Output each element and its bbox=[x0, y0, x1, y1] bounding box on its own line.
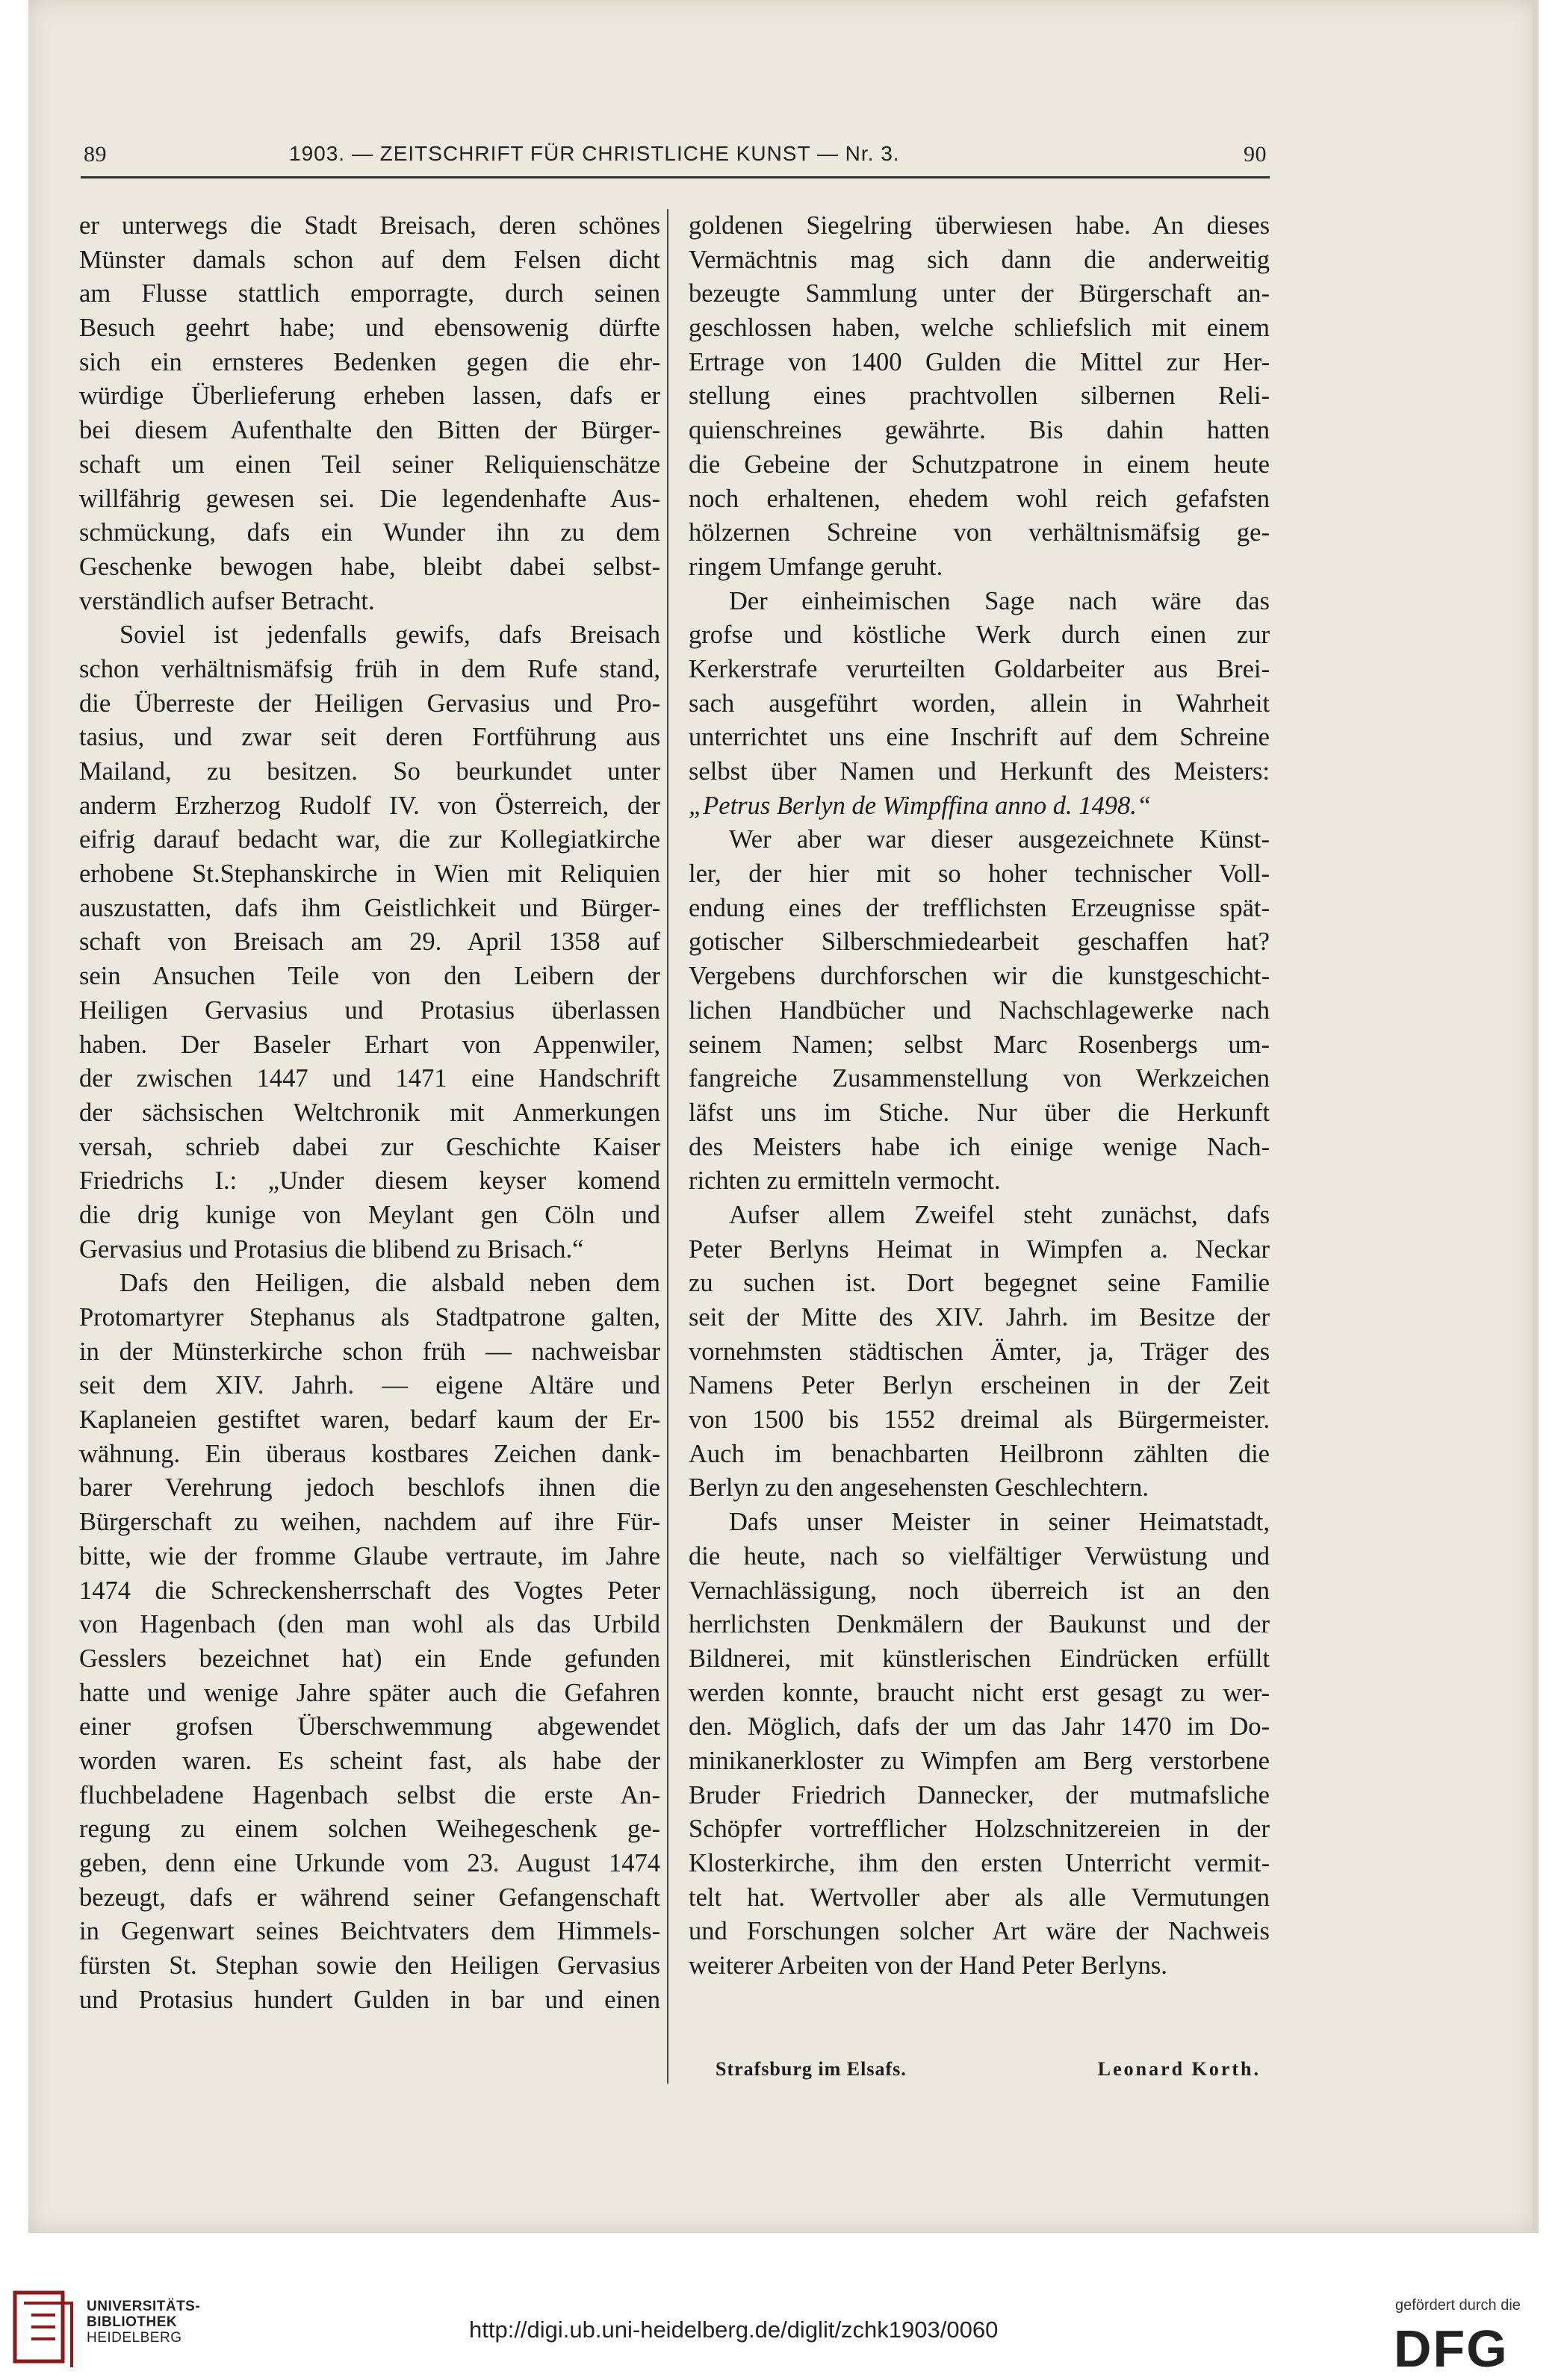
text-line: hatte und wenige Jahre später auch die Gefahren bbox=[79, 1678, 660, 1707]
text-line: anderm Erzherzog Rudolf IV. von Österreich, der bbox=[79, 791, 660, 820]
article-signature bbox=[716, 2058, 1261, 2088]
text-line: endung eines der trefflichsten Erzeugnisse spät- bbox=[689, 893, 1270, 922]
text-line: Protomartyrer Stephanus als Stadtpatrone galten, bbox=[79, 1303, 660, 1332]
text-line: Bruder Friedrich Dannecker, der mutmafsliche bbox=[689, 1780, 1270, 1809]
text-line: einer grofsen Überschwemmung abgewendet bbox=[79, 1712, 660, 1741]
text-line: der sächsischen Weltchronik mit Anmerkungen bbox=[79, 1098, 660, 1127]
text-line: willfährig gewesen sei. Die legendenhafte Aus- bbox=[79, 484, 660, 513]
text-line: versah, schrieb dabei zur Geschichte Kaiser bbox=[79, 1132, 660, 1161]
text-line: bei diesem Aufenthalte den Bitten der Bürger- bbox=[79, 416, 660, 445]
text-line: lichen Handbücher und Nachschlagewerke nach bbox=[689, 995, 1270, 1025]
text-line: werden konnte, braucht nicht erst gesagt zu wer- bbox=[689, 1678, 1270, 1707]
text-line: von 1500 bis 1552 dreimal als Bürgermeister. bbox=[689, 1405, 1270, 1435]
page-number-left: 89 bbox=[84, 142, 107, 167]
text-line: fangreiche Zusammenstellung von Werkzeichen bbox=[689, 1064, 1270, 1093]
text-line: tasius, und zwar seit deren Fortführung aus bbox=[79, 723, 660, 752]
text-line: die heute, nach so vielfältiger Verwüstung und bbox=[689, 1541, 1270, 1570]
text-line: „Petrus Berlyn de Wimpffina anno d. 1498.“ bbox=[689, 791, 1152, 820]
text-line: Heiligen Gervasius und Protasius überlassen bbox=[79, 995, 660, 1025]
left-column bbox=[79, 209, 660, 2017]
text-line: des Meisters habe ich einige wenige Nach- bbox=[689, 1132, 1270, 1161]
text-line: bitte, wie der fromme Glaube vertraute, im Jahre bbox=[79, 1541, 660, 1570]
text-line: in der Münsterkirche schon früh — nachweisbar bbox=[79, 1337, 660, 1366]
text-line: den. Möglich, dafs der um das Jahr 1470 im Do- bbox=[689, 1712, 1270, 1741]
text-line: Gesslers bezeichnet hat) ein Ende gefunden bbox=[79, 1644, 660, 1673]
text-line: schon verhältnismäfsig früh in dem Rufe stand, bbox=[79, 654, 660, 683]
signature-place: Strafsburg im Elsafs. bbox=[716, 2058, 907, 2080]
text-line: Peter Berlyns Heimat in Wimpfen a. Neckar bbox=[689, 1234, 1270, 1264]
text-line: bezeugt, dafs er während seiner Gefangenschaft bbox=[79, 1883, 660, 1912]
text-line: regung zu einem solchen Weihegeschenk ge- bbox=[79, 1815, 660, 1844]
text-line: in Gegenwart seines Beichtvaters dem Himmels- bbox=[79, 1917, 660, 1946]
text-line: hölzernen Schreine von verhältnismäfsig ge- bbox=[689, 518, 1270, 547]
text-line: und Protasius hundert Gulden in bar und einen bbox=[79, 1985, 660, 2014]
text-line: vornehmsten städtischen Ämter, ja, Träger des bbox=[689, 1337, 1270, 1366]
text-line: die Gebeine der Schutzpatrone in einem heute bbox=[689, 450, 1270, 479]
text-line: Schöpfer vortrefflicher Holzschnitzereien in der bbox=[689, 1815, 1270, 1844]
text-line: geschlossen haben, welche schliefslich mit einem bbox=[689, 314, 1270, 343]
text-line: Dafs unser Meister in seiner Heimatstadt, bbox=[729, 1508, 1270, 1537]
text-line: sich ein ernsteres Bedenken gegen die ehr- bbox=[79, 347, 660, 376]
text-line: Ertrage von 1400 Gulden die Mittel zur Her- bbox=[689, 347, 1270, 376]
page-edge bbox=[1533, 0, 1539, 2233]
text-line: worden waren. Es scheint fast, als habe der bbox=[79, 1746, 660, 1775]
text-line: seit dem XIV. Jahrh. — eigene Altäre und bbox=[79, 1371, 660, 1400]
text-line: herrlichsten Denkmälern der Baukunst und der bbox=[689, 1610, 1270, 1639]
text-line: Vermächtnis mag sich dann die anderweitig bbox=[689, 245, 1270, 274]
text-line: weiterer Arbeiten von der Hand Peter Berlyns. bbox=[689, 1951, 1167, 1980]
text-line: Vernachlässigung, noch überreich ist an den bbox=[689, 1576, 1270, 1605]
text-line: Münster damals schon auf dem Felsen dicht bbox=[79, 245, 660, 274]
text-line: Namens Peter Berlyn erscheinen in der Zeit bbox=[689, 1371, 1270, 1400]
text-line: noch erhaltenen, ehedem wohl reich gefafsten bbox=[689, 484, 1270, 513]
text-line: die Überreste der Heiligen Gervasius und Pro- bbox=[79, 689, 660, 718]
text-line: der zwischen 1447 und 1471 eine Handschrift bbox=[79, 1064, 660, 1093]
running-header bbox=[84, 142, 1267, 172]
text-line: fluchbeladene Hagenbach selbst die erste An- bbox=[79, 1780, 660, 1809]
text-line: stellung eines prachtvollen silbernen Reli- bbox=[689, 382, 1270, 411]
text-line: verständlich aufser Betracht. bbox=[79, 586, 375, 615]
text-line: haben. Der Baseler Erhart von Appenwiler, bbox=[79, 1030, 660, 1059]
text-line: Vergebens durchforschen wir die kunstgeschicht- bbox=[689, 962, 1270, 991]
library-name-line-1: UNIVERSITÄTS- bbox=[87, 2299, 201, 2314]
text-line: läfst uns im Stiche. Nur über die Herkunft bbox=[689, 1098, 1270, 1127]
journal-title: 1903. — ZEITSCHRIFT FÜR CHRISTLICHE KUNST — Nr. 3. bbox=[289, 142, 900, 165]
text-line: Der einheimischen Sage nach wäre das bbox=[729, 586, 1270, 615]
text-line: Berlyn zu den angesehensten Geschlechtern. bbox=[689, 1473, 1149, 1503]
text-line: goldenen Siegelring überwiesen habe. An dieses bbox=[689, 211, 1270, 240]
signature-author: Leonard Korth. bbox=[1097, 2058, 1261, 2080]
column-divider bbox=[667, 209, 668, 2084]
text-line: grofse und köstliche Werk durch einen zur bbox=[689, 621, 1270, 650]
library-name-line-3: HEIDELBERG bbox=[87, 2330, 182, 2346]
text-line: geben, denn eine Urkunde vom 23. August 1474 bbox=[79, 1849, 660, 1877]
text-line: Kerkerstrafe verurteilten Goldarbeiter aus Brei- bbox=[689, 654, 1270, 683]
funded-by-label: gefördert durch die bbox=[1395, 2297, 1521, 2314]
permalink-url[interactable]: http://digi.ub.uni-heidelberg.de/diglit/zchk1903/0060 bbox=[469, 2317, 999, 2343]
text-line: sein Ansuchen Teile von den Leibern der bbox=[79, 962, 660, 991]
text-line: bezeugte Sammlung unter der Bürgerschaft an- bbox=[689, 279, 1270, 308]
text-line: Klosterkirche, ihm den ersten Unterricht vermit- bbox=[689, 1849, 1270, 1877]
text-line: erhobene St.Stephanskirche in Wien mit Reliquien bbox=[79, 860, 660, 889]
text-line: Friedrichs I.: „Under diesem keyser komend bbox=[79, 1166, 660, 1196]
text-line: am Flusse stattlich emporragte, durch seinen bbox=[79, 279, 660, 308]
digitization-footer bbox=[0, 2248, 1561, 2380]
text-line: sach ausgeführt worden, allein in Wahrheit bbox=[689, 689, 1270, 718]
text-line: unterrichtet uns eine Inschrift auf dem Schreine bbox=[689, 723, 1270, 752]
text-line: würdige Überlieferung erheben lassen, dafs er bbox=[79, 382, 660, 411]
text-line: Bürgerschaft zu weihen, nachdem auf ihre Für- bbox=[79, 1508, 660, 1537]
text-line: seinem Namen; selbst Marc Rosenbergs um- bbox=[689, 1030, 1270, 1059]
text-line: quienschreines gewährte. Bis dahin hatten bbox=[689, 416, 1270, 445]
library-name bbox=[87, 2299, 200, 2346]
right-column bbox=[689, 209, 1270, 1983]
text-line: 1474 die Schreckensherrschaft des Vogtes Peter bbox=[79, 1576, 660, 1605]
text-line: gotischer Silberschmiedearbeit geschaffen hat? bbox=[689, 928, 1270, 957]
text-line: und Forschungen solcher Art wäre der Nachweis bbox=[689, 1917, 1270, 1946]
text-line: telt hat. Wertvoller aber als alle Vermutungen bbox=[689, 1883, 1270, 1912]
text-line: von Hagenbach (den man wohl als das Urbild bbox=[79, 1610, 660, 1639]
text-line: ler, der hier mit so hoher technischer Voll- bbox=[689, 860, 1270, 889]
text-line: ringem Umfange geruht. bbox=[689, 552, 943, 581]
text-line: schmückung, dafs ein Wunder ihn zu dem bbox=[79, 518, 660, 547]
text-line: richten zu ermitteln vermocht. bbox=[689, 1166, 1001, 1196]
text-line: Soviel ist jedenfalls gewifs, dafs Breisach bbox=[120, 621, 660, 650]
library-name-line-2: BIBLIOTHEK bbox=[87, 2314, 178, 2330]
text-line: schaft von Breisach am 29. April 1358 auf bbox=[79, 928, 660, 957]
text-line: die drig kunige von Meylant gen Cöln und bbox=[79, 1200, 660, 1229]
text-line: Wer aber war dieser ausgezeichnete Künst- bbox=[729, 825, 1270, 854]
text-line: schaft um einen Teil seiner Reliquienschätze bbox=[79, 450, 660, 479]
text-line: selbst über Namen und Herkunft des Meisters: bbox=[689, 757, 1270, 786]
text-line: fürsten St. Stephan sowie den Heiligen Gervasius bbox=[79, 1951, 660, 1980]
text-line: Besuch geehrt habe; und ebensowenig dürfte bbox=[79, 314, 660, 343]
text-line: Geschenke bewogen habe, bleibt dabei selbst- bbox=[79, 552, 660, 581]
text-line: seit der Mitte des XIV. Jahrh. im Besitze der bbox=[689, 1303, 1270, 1332]
text-line: zu suchen ist. Dort begegnet seine Familie bbox=[689, 1269, 1270, 1298]
text-line: wähnung. Ein überaus kostbares Zeichen dank- bbox=[79, 1439, 660, 1468]
page-number-right: 90 bbox=[1244, 142, 1267, 167]
text-line: Dafs den Heiligen, die alsbald neben dem bbox=[120, 1269, 660, 1298]
text-line: Kaplaneien gestiftet waren, bedarf kaum der Er- bbox=[79, 1405, 660, 1435]
text-line: auszustatten, dafs ihm Geistlichkeit und Bürger- bbox=[79, 893, 660, 922]
university-library-logo bbox=[9, 2285, 81, 2372]
text-line: Gervasius und Protasius die blibend zu Brisach.“ bbox=[79, 1234, 584, 1264]
header-rule bbox=[81, 176, 1270, 178]
text-line: er unterwegs die Stadt Breisach, deren schönes bbox=[79, 211, 660, 240]
text-line: barer Verehrung jedoch beschlofs ihnen die bbox=[79, 1473, 660, 1503]
text-line: Bildnerei, mit künstlerischen Eindrücken erfüllt bbox=[689, 1644, 1270, 1673]
dfg-logo: DFG bbox=[1394, 2320, 1509, 2378]
text-line: minikanerkloster zu Wimpfen am Berg verstorbene bbox=[689, 1746, 1270, 1775]
text-line: Mailand, zu besitzen. So beurkundet unter bbox=[79, 757, 660, 786]
text-line: Aufser allem Zweifel steht zunächst, dafs bbox=[729, 1200, 1270, 1229]
text-line: Auch im benachbarten Heilbronn zählten die bbox=[689, 1439, 1270, 1468]
text-line: eifrig darauf bedacht war, die zur Kollegiatkirche bbox=[79, 825, 660, 854]
